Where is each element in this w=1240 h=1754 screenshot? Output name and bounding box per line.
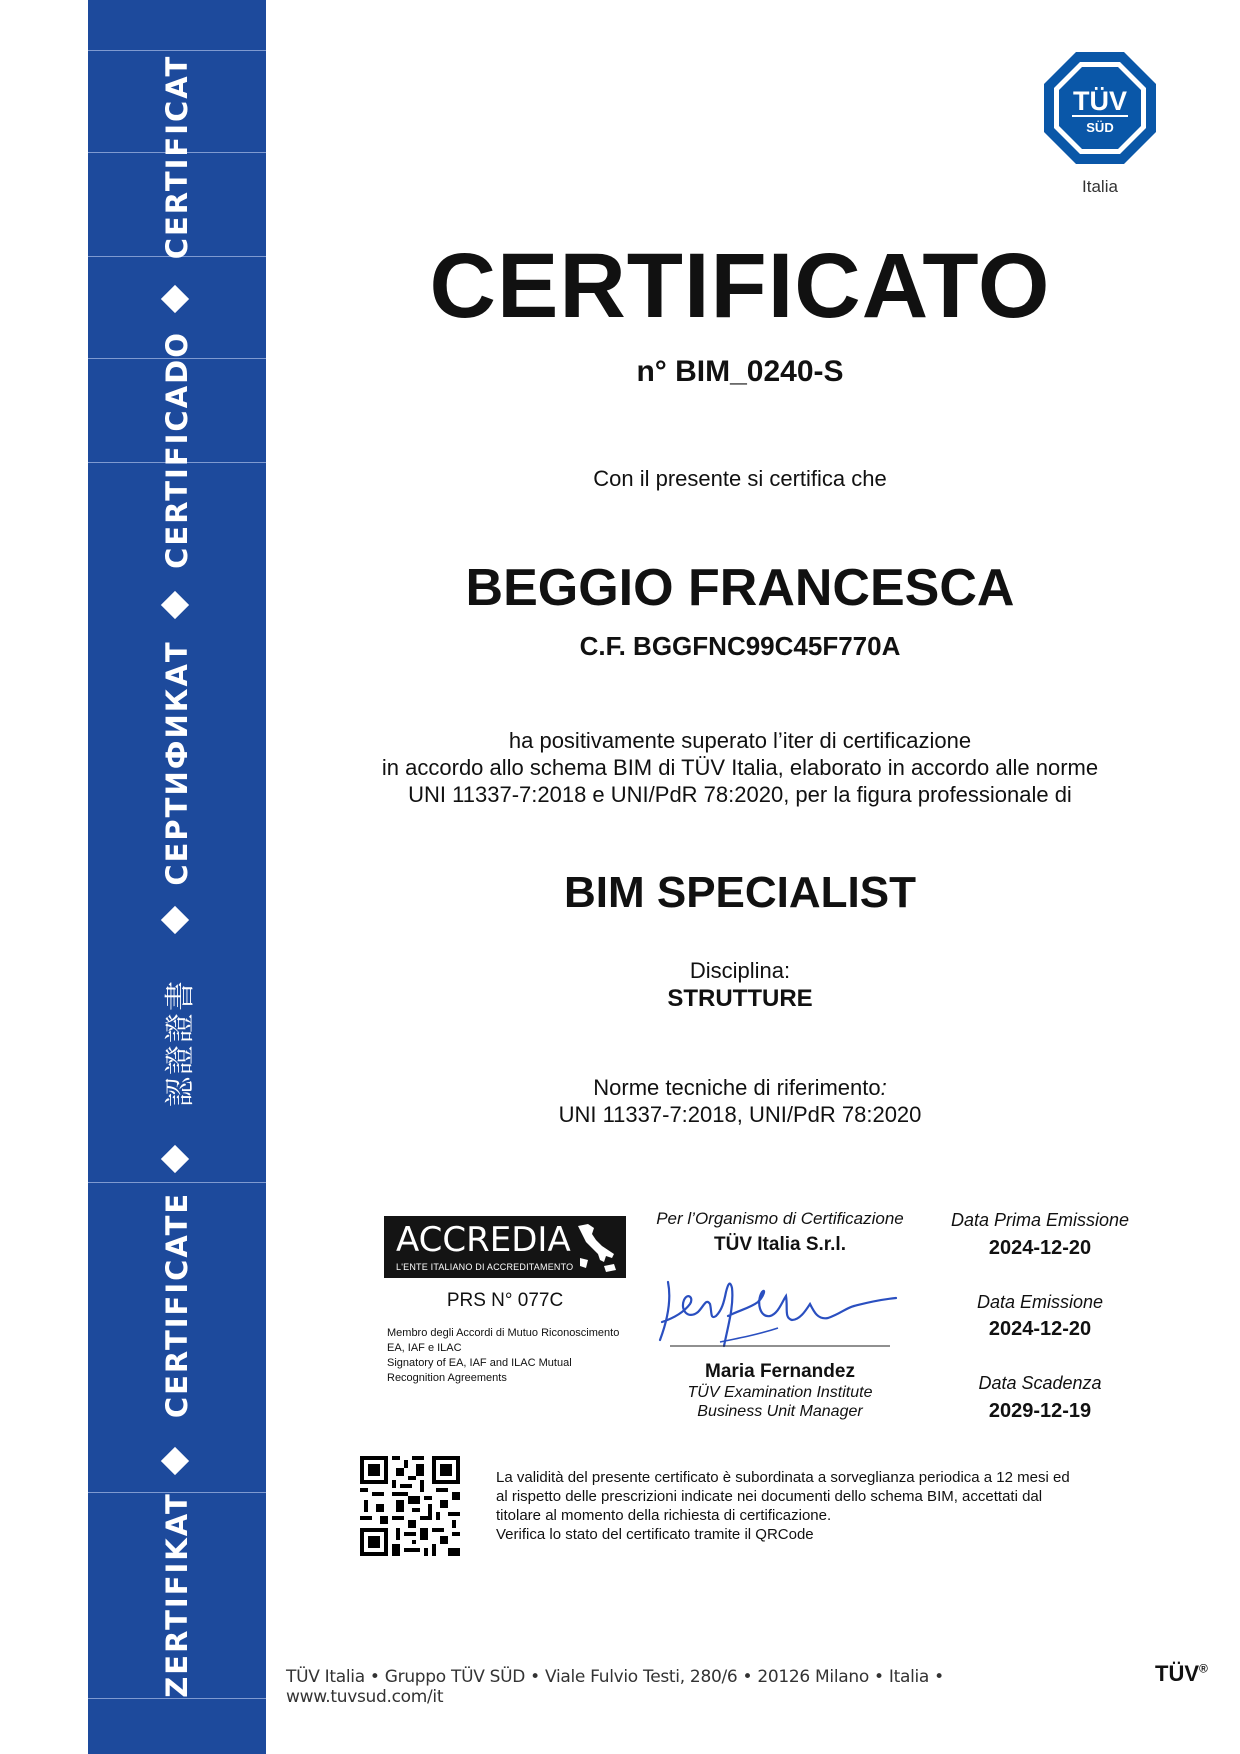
- expiry-label: Data Scadenza: [978, 1373, 1102, 1393]
- registered-mark: ®: [1199, 1661, 1208, 1676]
- discipline-label: Disciplina:: [689, 958, 791, 983]
- sidebar-word-certificate: CERTIFICATE: [160, 1191, 194, 1419]
- signer-role: Business Unit Manager: [697, 1403, 863, 1420]
- mla-line: Membro degli Accordi di Mutuo Riconoscimento: [387, 1327, 620, 1339]
- signatory-label: Per l’Organismo di Certificazione: [656, 1209, 904, 1228]
- mla-line: Recognition Agreements: [387, 1372, 507, 1384]
- validity-line: al rispetto delle prescrizioni indicate nei documenti dello schema BIM, accettati dal: [496, 1488, 1043, 1505]
- norms-label-colon: :: [880, 1075, 887, 1100]
- sidebar-divider: [88, 50, 266, 51]
- qr-code[interactable]: [360, 1456, 460, 1556]
- validity-notice: [496, 1468, 1156, 1544]
- signer-organization: TÜV Examination Institute: [687, 1384, 873, 1401]
- intro-text: Con il presente si certifica che: [593, 466, 887, 491]
- first-issue-date: 2024-12-20: [988, 1237, 1092, 1259]
- accredia-logo: [384, 1216, 626, 1278]
- sidebar-divider: [88, 1698, 266, 1699]
- certification-statement: [300, 727, 1180, 808]
- statement-line: in accordo allo schema BIM di TÜV Italia, elaborato in accordo alle norme: [381, 755, 1099, 780]
- certificate-number: n° BIM_0240-S: [636, 355, 844, 388]
- logo-brand-top: TÜV: [1073, 86, 1127, 116]
- norms-value: UNI 11337-7:2018, UNI/PdR 78:2020: [558, 1102, 922, 1127]
- statement-line: UNI 11337-7:2018 e UNI/PdR 78:2020, per la figura professionale di: [408, 782, 1072, 807]
- issue-label: Data Emissione: [976, 1292, 1104, 1312]
- diamond-icon: [161, 906, 189, 934]
- mla-line: EA, IAF e ILAC: [387, 1342, 462, 1354]
- professional-profile: BIM SPECIALIST: [563, 868, 917, 917]
- expiry-date: 2029-12-19: [988, 1400, 1092, 1422]
- italy-map-icon: [574, 1222, 620, 1274]
- logo-country: Italia: [1082, 177, 1118, 196]
- validity-line: titolare al momento della richiesta di certificazione.: [496, 1507, 832, 1524]
- accredia-name: ACCREDIA: [396, 1220, 571, 1260]
- diamond-icon: [161, 591, 189, 619]
- diamond-icon: [161, 1447, 189, 1475]
- logo-brand-bottom: SÜD: [1086, 120, 1114, 135]
- sidebar-word-certificado: CERTIFICADO: [160, 331, 194, 569]
- footer-logo: [1155, 1661, 1208, 1687]
- tuv-sud-logo: [1042, 50, 1158, 166]
- footer-address: TÜV Italia • Gruppo TÜV SÜD • Viale Fulvio Testi, 280/6 • 20126 Milano • Italia • www.tuvsud.com/it: [286, 1667, 944, 1707]
- signatory-organization: TÜV Italia S.r.l.: [714, 1234, 846, 1255]
- first-issue-label: Data Prima Emissione: [950, 1210, 1130, 1230]
- issue-date: 2024-12-20: [988, 1318, 1092, 1340]
- mla-statement: [387, 1326, 627, 1386]
- sidebar-word-certificat: CERTIFICAT: [160, 54, 194, 260]
- accreditation-number: PRS N° 077C: [446, 1290, 564, 1311]
- validity-line: Verifica lo stato del certificato tramite il QRCode: [496, 1526, 814, 1543]
- certificate-title: CERTIFICATO: [429, 235, 1051, 337]
- mla-line: Signatory of EA, IAF and ILAC Mutual: [387, 1357, 572, 1369]
- norms-label-text: Norme tecniche di riferimento: [593, 1075, 881, 1100]
- norms-label: [300, 1075, 1180, 1101]
- diamond-icon: [161, 285, 189, 313]
- sidebar-word-zertifikat: ZERTIFIKAT: [160, 1492, 194, 1698]
- signer-name: Maria Fernandez: [705, 1361, 855, 1382]
- holder-tax-code: C.F. BGGFNC99C45F770A: [579, 631, 901, 661]
- holder-name: BEGGIO FRANCESCA: [465, 559, 1015, 617]
- sidebar-word-sertifikat: СЕРТИФИКАТ: [160, 640, 194, 886]
- statement-line: ha positivamente superato l’iter di certificazione: [508, 728, 972, 753]
- footer-logo-text: TÜV: [1155, 1661, 1199, 1686]
- sidebar-word-chinese: 認證證書: [163, 979, 198, 1107]
- diamond-icon: [161, 1145, 189, 1173]
- accredia-subtitle: L'ENTE ITALIANO DI ACCREDITAMENTO: [396, 1262, 574, 1272]
- sidebar-banner: [88, 0, 266, 1754]
- discipline-value: STRUTTURE: [667, 985, 813, 1012]
- sidebar-divider: [88, 1182, 266, 1183]
- handwritten-signature: [650, 1262, 910, 1358]
- validity-line: La validità del presente certificato è subordinata a sorveglianza periodica a 12 mesi ed: [496, 1469, 1070, 1486]
